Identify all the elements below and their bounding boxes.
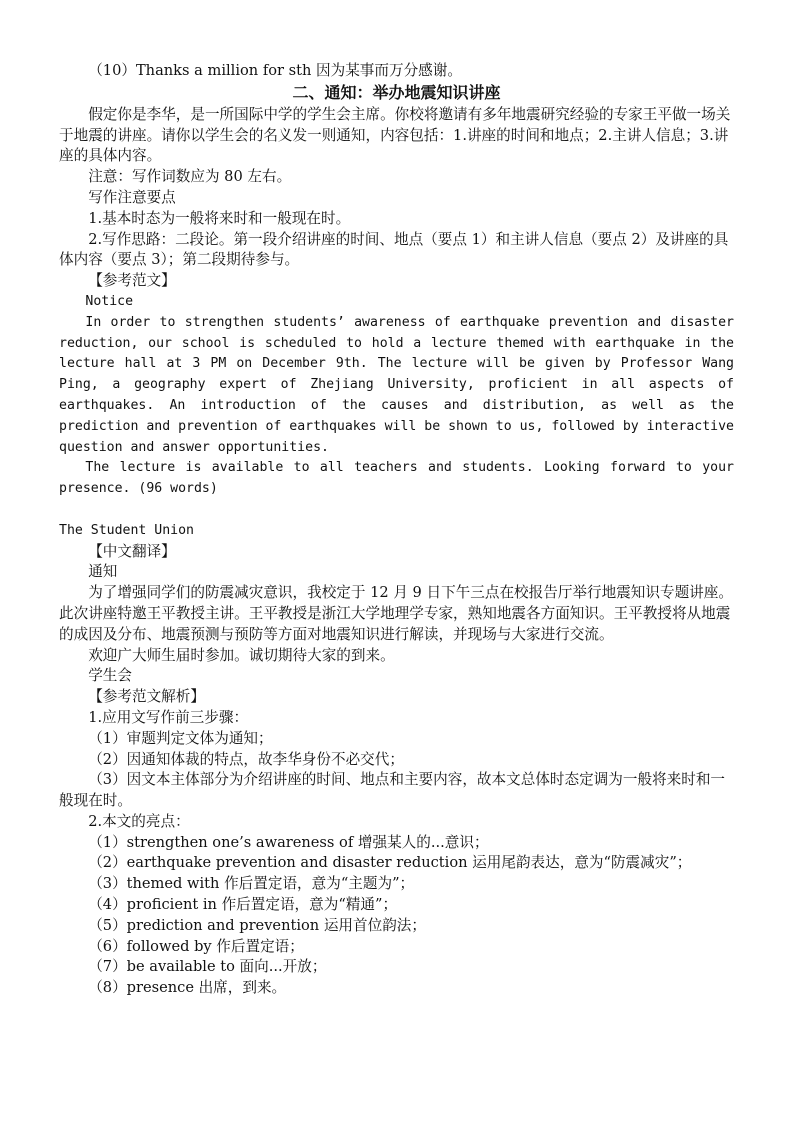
tips-heading: 写作注意要点	[88, 188, 176, 206]
document-page	[59, 61, 734, 999]
highlight-3: （3）themed with 作后置定语，意为“主题为”；	[88, 875, 415, 893]
analysis-point-1-heading: 1.应用文写作前三步骤：	[88, 708, 249, 726]
analysis-step-2: （2）因通知体裁的特点，故李华身份不必交代；	[88, 750, 404, 768]
writing-prompt: 假定你是李华，是一所国际中学的学生会主席。你校将邀请有多年地震研究经验的专家王平做一场关于地震的讲座。请你以学生会的名义发一则通知，内容包括：1.讲座的时间和地点；2.主讲人信息；3.讲座的具体内容。	[59, 105, 731, 165]
model-essay-heading: 【参考范文】	[88, 272, 176, 290]
highlight-8: （8）presence 出席，到来。	[88, 979, 287, 997]
model-essay-signature: The Student Union	[59, 522, 194, 538]
tip-1: 1.基本时态为一般将来时和一般现在时。	[88, 209, 351, 227]
translation-heading: 【中文翻译】	[88, 542, 176, 560]
vocab-item-10: （10）Thanks a million for sth 因为某事而万分感谢。	[88, 62, 462, 79]
analysis-heading: 【参考范文解析】	[88, 688, 205, 706]
highlight-4: （4）proficient in 作后置定语，意为“精通”；	[88, 896, 398, 914]
translation-signature: 学生会	[88, 667, 132, 685]
highlight-7: （7）be available to 面向...开放；	[88, 958, 327, 976]
model-essay-paragraph-1: In order to strengthen students’ awareness of earthquake prevention and disaster reduction, our school is scheduled to hold a lecture themed with earthquake in the lecture hall at 3 PM on December 9th. The lecture will be given by Professor Wang Ping, a geography expert of Zhejiang University, proficient in all aspects of earthquakes. An introduction of the causes and distribution, as well as the prediction and prevention of earthquakes will be shown to us, followed by interactive question and answer opportunities.	[59, 314, 734, 455]
blank-line	[59, 500, 734, 521]
highlight-6: （6）followed by 作后置定语；	[88, 937, 304, 955]
analysis-step-1: （1）审题判定文体为通知；	[88, 729, 273, 747]
section-title: 二、通知：举办地震知识讲座	[292, 82, 501, 102]
tip-2: 2.写作思路：二段论。第一段介绍讲座的时间、地点（要点 1）和主讲人信息（要点 2）及讲座的具体内容（要点 3）；第二段期待参与。	[59, 230, 729, 269]
word-count-note: 注意：写作词数应为 80 左右。	[88, 168, 292, 186]
analysis-point-2-heading: 2.本文的亮点：	[88, 812, 190, 830]
analysis-step-3: （3）因文本主体部分为介绍讲座的时间、地点和主要内容，故本文总体时态定调为一般将来时和一般现在时。	[59, 771, 726, 810]
translation-paragraph-2: 欢迎广大师生届时参加。诚切期待大家的到来。	[88, 646, 395, 664]
highlight-1: （1）strengthen one’s awareness of 增强某人的...意识；	[88, 833, 489, 851]
highlight-5: （5）prediction and prevention 运用首位韵法；	[88, 916, 426, 934]
highlight-2: （2）earthquake prevention and disaster reduction 运用尾韵表达，意为“防震减灾”；	[88, 854, 692, 872]
translation-title: 通知	[88, 563, 118, 581]
model-essay-paragraph-2: The lecture is available to all teachers and students. Looking forward to your presence. (96 words)	[59, 460, 734, 497]
model-essay-title: Notice	[85, 293, 134, 309]
translation-paragraph-1: 为了增强同学们的防震减灾意识，我校定于 12 月 9 日下午三点在校报告厅举行地震知识专题讲座。此次讲座特邀王平教授主讲。王平教授是浙江大学地理学专家，熟知地震各方面知识。王平教授将从地震的成因及分布、地震预测与预防等方面对地震知识进行解读，并现场与大家进行交流。	[59, 584, 733, 643]
